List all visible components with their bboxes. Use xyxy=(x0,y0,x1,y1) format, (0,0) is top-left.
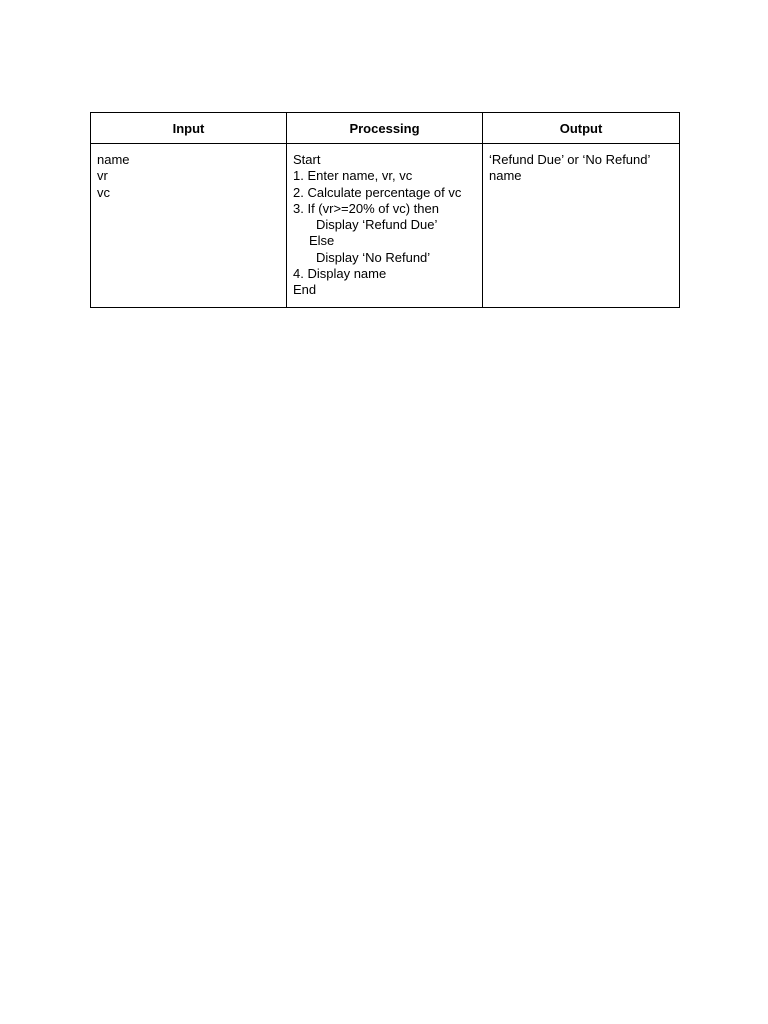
header-processing: Processing xyxy=(287,113,483,144)
header-row xyxy=(91,113,680,144)
header-input: Input xyxy=(91,113,287,144)
output-line: ‘Refund Due’ or ‘No Refund’ xyxy=(489,152,651,167)
input-line: vc xyxy=(97,184,110,200)
processing-cell xyxy=(287,144,483,308)
processing-line: End xyxy=(293,282,317,298)
processing-line: 4. Display name xyxy=(293,266,387,282)
output-line: name xyxy=(489,168,522,184)
table-row xyxy=(91,144,680,308)
header-output: Output xyxy=(483,113,680,144)
processing-line: 2. Calculate percentage of vc xyxy=(293,184,462,200)
processing-line: 1. Enter name, vr, vc xyxy=(293,168,413,184)
processing-line: Display ‘No Refund’ xyxy=(316,249,431,265)
processing-line: Display ‘Refund Due’ xyxy=(316,217,438,233)
processing-line: 3. If (vr>=20% of vc) then xyxy=(293,200,439,216)
output-cell xyxy=(483,144,680,308)
input-line: name xyxy=(97,152,130,167)
processing-line: Else xyxy=(309,233,335,249)
input-line: vr xyxy=(97,168,108,184)
ipo-chart-table xyxy=(90,112,680,308)
input-cell xyxy=(91,144,287,308)
processing-line: Start xyxy=(293,152,321,167)
